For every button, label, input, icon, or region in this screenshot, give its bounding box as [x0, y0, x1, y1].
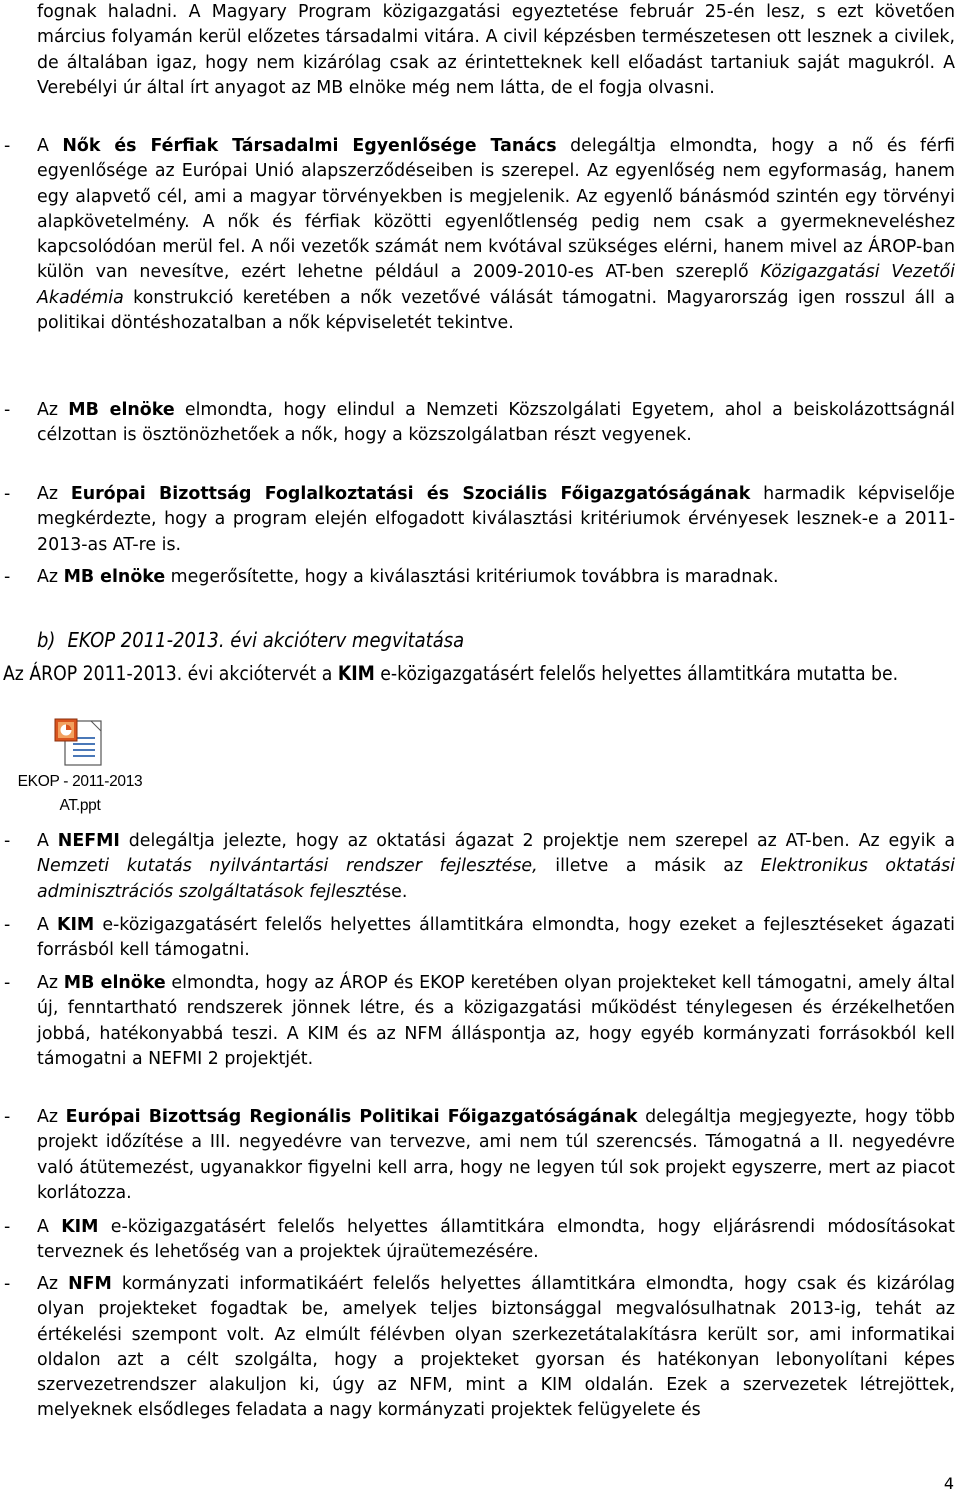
org-name: Európai Bizottság Foglalkoztatási és Szociális Főigazgatóságának: [70, 484, 751, 504]
list-item: - Az MB elnöke megerősítette, hogy a kiválasztási kritériumok továbbra is maradnak.: [37, 565, 955, 590]
list-item: - Az MB elnöke elmondta, hogy elindul a Nemzeti Közszolgálati Egyetem, ahol a beiskolázottságnál célzottan is ösztönözhetőek a nők, hogy a közszolgálatban részt vegyenek.: [4, 400, 955, 446]
powerpoint-file-icon[interactable]: [53, 718, 105, 768]
intro-paragraph: fognak haladni. A Magyary Program közigazgatási egyeztetése február 25-én lesz, s ezt követően március folyamán kerül előzetes társadalmi vitára. A civil képzésben természetesen ott lesznek a civilek, de általában igaz, hogy nem kizárólag csak az érintetteknek kell előadást tartaniuk saját magukról. A Verebélyi úr által írt anyagot az MB elnöke még nem látta, de el fogja olvasni.: [37, 2, 955, 98]
list-dash: -: [4, 1217, 11, 1237]
list-dash: -: [4, 1107, 11, 1127]
list-item: - A KIM e-közigazgatásért felelős helyettes államtitkára elmondta, hogy ezeket a fejlesztéseket ágazati forrásból kell támogatni.: [4, 915, 955, 961]
list-item: - A NEFMI delegáltja jelezte, hogy az oktatási ágazat 2 projektje nem szerepel az AT-ben. Az egyik a Nemzeti kutatás nyilvántartási rendszer fejlesztése, illetve a másik az Elektronikus oktatási adminisztrációs szolgáltatások fejlesztése.: [4, 831, 955, 902]
list-dash: -: [4, 136, 11, 156]
list-dash: -: [4, 831, 11, 851]
list-item: - A KIM e-közigazgatásért felelős helyettes államtitkára elmondta, hogy eljárásrendi módosításokat terveznek és lehetőség van a projektek újraütemezésére.: [4, 1217, 955, 1263]
list-dash: -: [4, 484, 11, 504]
list-dash: -: [4, 973, 11, 993]
org-name: KIM: [56, 915, 95, 935]
org-name: NEFMI: [57, 831, 120, 851]
section-heading: [37, 627, 937, 653]
section-intro: Az ÁROP 2011-2013. évi akciótervét a KIM e-közigazgatásért felelős helyettes államtitkára mutatta be.: [3, 662, 899, 685]
section-title: EKOP 2011-2013. évi akcióterv megvitatása: [67, 628, 465, 652]
list-item: - A Nők és Férfiak Társadalmi Egyenlősége Tanács delegáltja elmondta, hogy a nő és férfi egyenlősége az Európai Unió alapszerződéseiben is szerepel. Az egyenlőség nem egyformaság, hanem egy alapvető cél, ami a magyar törvényekben is megjelenik. Az egyenlő bánásmód szintén egy törvényi alapkövetelmény. A nők és férfiak közötti egyenlőtlenség pedig nem csak a gyermekneveléshez kapcsolódóan merül fel. A női vezetők számát nem kvótával szükséges elérni, hanem mivel az ÁROP-ban külön van nevesítve, ezért lehetne például a 2009-2010-es AT-ben szereplő Közigazgatási Vezetői Akadémia konstrukció keretében a nők vezetővé válását támogatni. Magyarország igen rosszul áll a politikai döntéshozatalban a nők képviseletét tekintve.: [4, 136, 955, 334]
list-dash: -: [4, 567, 11, 587]
list-item: - Az MB elnöke elmondta, hogy az ÁROP és EKOP keretében olyan projekteket kell támogatni, amely által új, fenntartható rendszerek jönnek létre, és a közigazgatási működést ténylegesen és érzékelhetően jobbá, hatékonyabbá teszi. A KIM és az NFM álláspontja az, hogy egyéb kormányzati forrásokból kell támogatni a NEFMI 2 projektjét.: [4, 973, 955, 1069]
org-name: MB elnöke: [63, 567, 166, 587]
org-name: KIM: [61, 1217, 99, 1237]
org-name: MB elnöke: [68, 400, 175, 420]
org-name: Európai Bizottság Regionális Politikai Főigazgatóságának: [65, 1107, 638, 1127]
list-dash: -: [4, 915, 11, 935]
program-name: Közigazgatási Vezetői Akadémia: [37, 262, 955, 308]
list-item: - Az Európai Bizottság Foglalkoztatási és Szociális Főigazgatóságának harmadik képviselője megkérdezte, hogy a program elején elfogadott kiválasztási kritériumok érvényesek lesznek-e a 2011-2013-as AT-re is.: [4, 484, 955, 555]
org-name: MB elnöke: [63, 973, 166, 993]
attachment-label[interactable]: EKOP - 2011-2013 AT.ppt: [17, 773, 143, 814]
list-item: - Az NFM kormányzati informatikáért felelős helyettes államtitkára elmondta, hogy csak és kizárólag olyan projekteket fogadtak be, amelyek teljes biztonsággal megvalósulhatnak 2013-ig, tehát az értékelési szempont volt. Az elmúlt félévben olyan szerkezetátalakításra került sor, ami informatikai oldalon azt a célt szolgálta, hogy a projekteket gyorsan és hatékonyan lebonyolítani képes szervezetrendszer alakuljon ki, úgy az NFM, mint a KIM oldalán. Ezek a szervezetek létrejöttek, melyeknek elsődleges feladata a nagy kormányzati projektek felügyelete és: [4, 1274, 956, 1421]
list-item: - Az Európai Bizottság Regionális Politikai Főigazgatóságának delegáltja megjegyezte, hogy több projekt időzítése a III. negyedévre van tervezve, ami nem túl szerencsés. Támogatná a II. negyedévre való átütemezést, ugyanakkor figyelni kell arra, hogy ne legyen túl sok projekt egyszerre, mert az piacot korlátozza.: [4, 1107, 955, 1203]
section-letter: b): [37, 628, 56, 652]
org-name: NFM: [68, 1274, 112, 1294]
page-number: 4: [943, 1474, 954, 1493]
list-dash: -: [4, 400, 11, 420]
list-dash: -: [4, 1274, 11, 1294]
org-name: Nők és Férfiak Társadalmi Egyenlősége Tanács: [62, 136, 557, 156]
